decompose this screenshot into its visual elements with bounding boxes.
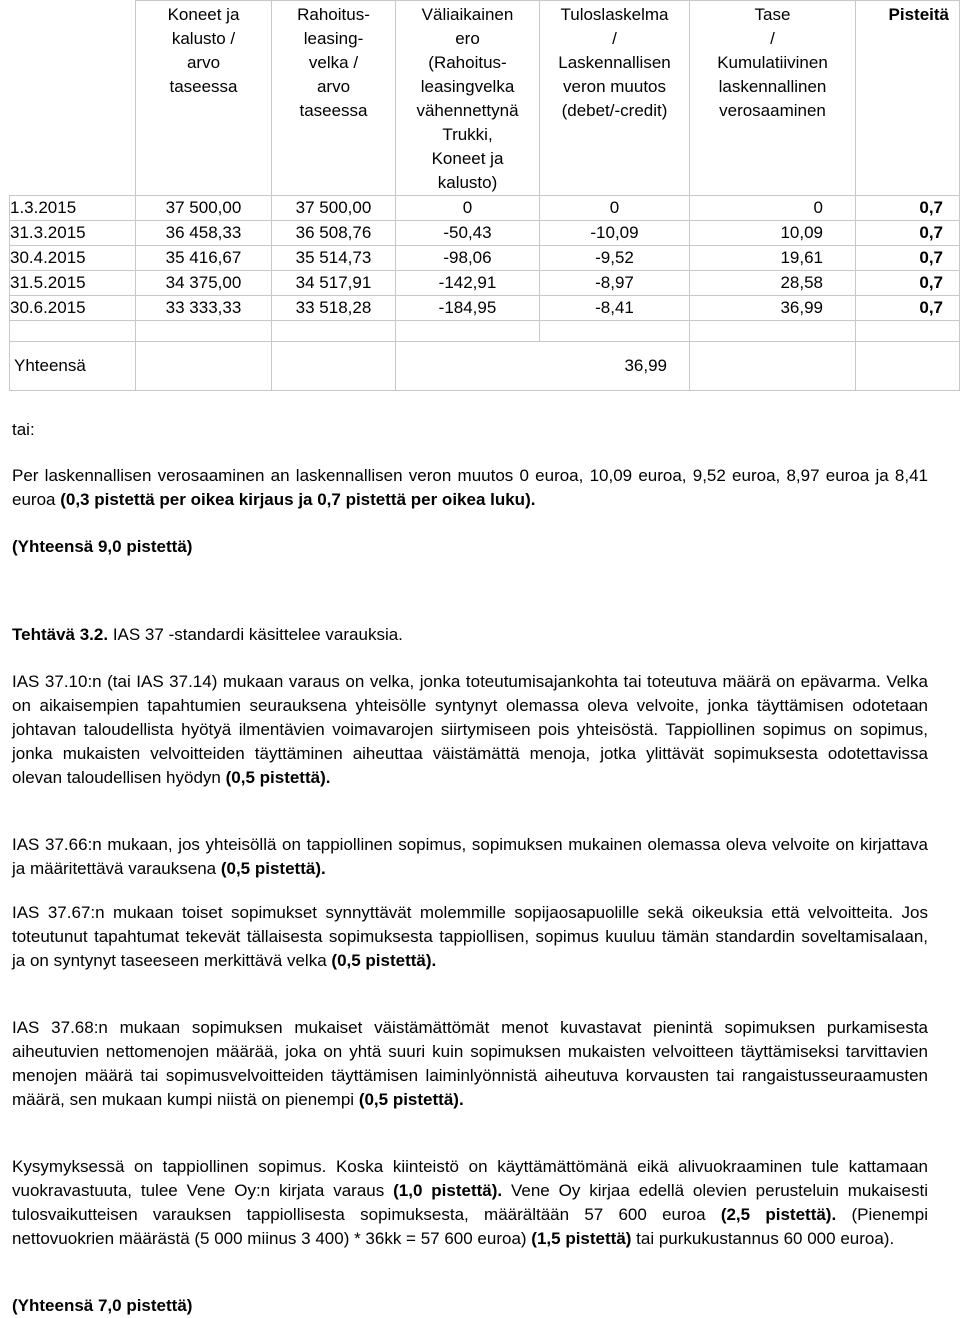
cell-koneet: 37 500,00 [136,196,272,221]
cell-pisteet: 0,7 [856,296,960,321]
header-line: Trukki, [442,125,493,144]
cell-velka: 34 517,91 [272,271,396,296]
table-row [10,221,960,246]
header-line: Laskennallisen [558,53,671,72]
header-cell-tuloslaskelma [540,1,690,196]
cell-verosaaminen: 28,58 [690,271,856,296]
table-row [10,246,960,271]
header-line: laskennallinen [718,77,827,96]
header-line: vähennettynä [416,101,519,120]
cell-koneet: 35 416,67 [136,246,272,271]
header-line: / [770,29,775,48]
cell-verosaaminen: 0 [690,196,856,221]
cell-ero: -98,06 [396,246,540,271]
table-row [10,271,960,296]
header-line: Väliaikainen [421,5,514,24]
cell-verosaaminen: 36,99 [690,296,856,321]
table-spacer-row [10,321,960,342]
header-line: Koneet ja [167,5,240,24]
header-line: Rahoitus- [297,5,370,24]
header-line: kalusto / [171,29,236,48]
cell-date: 31.3.2015 [10,221,136,246]
header-line: Tase [754,5,791,24]
points-table [9,0,960,391]
paragraph-laskennallinen-verosaaminen: Per laskennallisen verosaaminen an laskennallisen veron muutos 0 euroa, 10,09 euroa, 9,52 euroa, 8,97 euroa ja 8,41 euroa (0,3 pistettä per oikea kirjaus ja 0,7 pistettä per oikea luku). [12,466,928,509]
cell-date: 1.3.2015 [10,196,136,221]
header-cell-rahoitusleasing [272,1,396,196]
paragraph-ias-37-10: IAS 37.10:n (tai IAS 37.14) mukaan varaus on velka, jonka toteutumisajankohta tai toteutuva määrä on epävarma. Velka on aikaisempien tapahtumien seurauksena yhteisölle syntynyt olemassa oleva velvoite, jonka täyttämisen odotetaan johtavan taloudellista hyötyä ilmentävien voimavarojen siirtymiseen pois yhteisöstä. Tappiollinen sopimus on sopimus, jonka mukaisten velvoitteiden täyttäminen aiheuttaa väistämättä menoja, jotka ylittävät sopimuksesta odotettavissa olevan taloudellisen hyödyn (0,5 pistettä). [12,672,928,787]
header-cell-koneet [136,1,272,196]
cell-muutos: -8,41 [540,296,690,321]
header-cell-pisteita [856,1,960,196]
cell-verosaaminen: 19,61 [690,246,856,271]
cell-muutos: -10,09 [540,221,690,246]
cell-ero: -142,91 [396,271,540,296]
cell-ero: -50,43 [396,221,540,246]
table-row [10,296,960,321]
cell-date: 30.4.2015 [10,246,136,271]
header-line: ero [455,29,480,48]
cell-muutos: 0 [540,196,690,221]
cell-verosaaminen: 10,09 [690,221,856,246]
cell-muutos: -9,52 [540,246,690,271]
cell-ero: 0 [396,196,540,221]
header-line: velka / [308,53,359,72]
cell-pisteet: 0,7 [856,271,960,296]
header-line: arvo [186,53,221,72]
paragraph-kysymyksessa: Kysymyksessä on tappiollinen sopimus. Koska kiinteistö on käyttämättömänä eikä alivuokraaminen tule kattamaan vuokravastuuta, tulee Vene Oy:n kirjata varaus (1,0 pistettä). Vene Oy kirjaa edellä olevien perusteluin mukaisesti tulosvaikutteisen varauksen tappiollisesta sopimuksesta, määrältään 57 600 euroa (2,5 pistettä). (Pienempi nettovuokrien määrästä (5 000 miinus 3 400) * 36kk = 57 600 euroa) (1,5 pistettä) tai purkukustannus 60 000 euroa). [12,1157,928,1248]
total-value: 36,99 [396,342,690,391]
cell-velka: 37 500,00 [272,196,396,221]
cell-date: 31.5.2015 [10,271,136,296]
header-line: Koneet ja [431,149,504,168]
cell-pisteet: 0,7 [856,246,960,271]
header-cell-tase [690,1,856,196]
header-line: arvo [316,77,351,96]
paragraph-ias-37-66: IAS 37.66:n mukaan, jos yhteisöllä on tappiollinen sopimus, sopimuksen mukainen olemassa oleva velvoite on kirjattava ja määritettävä varauksena (0,5 pistettä). [12,835,928,878]
cell-ero: -184,95 [396,296,540,321]
header-line: / [612,29,617,48]
cell-velka: 35 514,73 [272,246,396,271]
cell-date: 30.6.2015 [10,296,136,321]
paragraph-ias-37-67: IAS 37.67:n mukaan toiset sopimukset synnyttävät molemmille sopijaosapuolille sekä oikeuksia että velvoitteita. Jos toteutunut tapahtumat tekevät tällaisesta sopimuksesta tappiollisen, sopimus kuuluu tämän standardin soveltamisalaan, ja on syntynyt taseeseen merkittävä velka (0,5 pistettä). [12,903,928,970]
header-cell-valiaikainen-ero [396,1,540,196]
total-label: Yhteensä [10,342,136,391]
header-line: (Rahoitus- [428,53,507,72]
header-line: leasing- [303,29,364,48]
subtotal-task-3-2: (Yhteensä 7,0 pistettä) [12,1296,193,1315]
header-cell-empty [10,1,136,196]
cell-muutos: -8,97 [540,271,690,296]
task-heading: Tehtävä 3.2. IAS 37 -standardi käsittelee varauksia. [12,625,403,644]
header-line: veron muutos [563,77,666,96]
header-line: (debet/-credit) [561,101,668,120]
subtotal-task-3-1: (Yhteensä 9,0 pistettä) [12,537,193,556]
header-line: Kumulatiivinen [717,53,828,72]
header-line: Pisteitä [888,5,949,24]
table-total-row [10,342,960,391]
paragraph-ias-37-68: IAS 37.68:n mukaan sopimuksen mukaiset väistämättömät menot kuvastavat pienintä sopimuksen purkamisesta aiheutuvien nettomenojen määrää, joka on yhtä suuri kuin sopimuksen mukaisten velvoitteen täyttämiseksi tarvittavien menojen määrä tai sopimusvelvoitteiden täyttämisen laiminlyönnistä aiheutuva korvausten tai rangaistusseuraamusten määrä, sen mukaan kumpi niistä on pienempi (0,5 pistettä). [12,1018,928,1109]
cell-pisteet: 0,7 [856,221,960,246]
cell-koneet: 34 375,00 [136,271,272,296]
header-line: taseessa [169,77,238,96]
cell-velka: 33 518,28 [272,296,396,321]
cell-velka: 36 508,76 [272,221,396,246]
tai-label: tai: [12,420,35,439]
table-header-row [10,1,960,196]
header-line: taseessa [299,101,368,120]
header-line: leasingvelka [420,77,515,96]
header-line: kalusto) [437,173,498,192]
cell-koneet: 36 458,33 [136,221,272,246]
header-line: verosaaminen [719,101,826,120]
table-row [10,196,960,221]
cell-pisteet: 0,7 [856,196,960,221]
header-line: Tuloslaskelma [560,5,669,24]
cell-koneet: 33 333,33 [136,296,272,321]
